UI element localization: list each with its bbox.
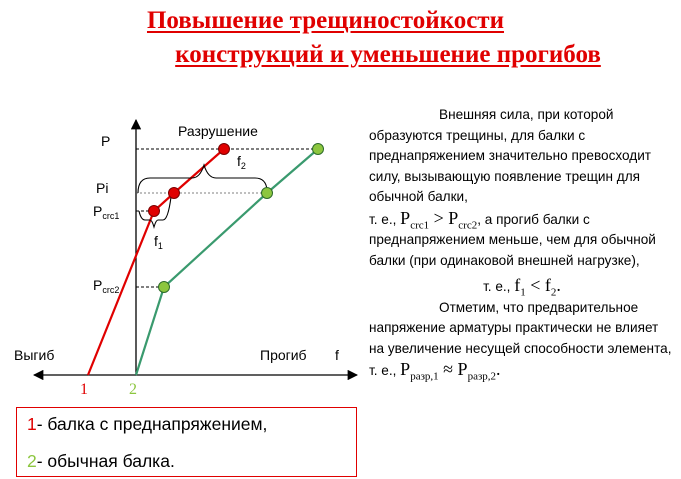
formula-pcrc: $P_{crc1} > P_{crc2}$ bbox=[400, 207, 478, 232]
legend-box bbox=[16, 407, 357, 477]
bend-label: Выгиб bbox=[14, 347, 55, 363]
formula-f: $f_1 < f_2$. bbox=[514, 275, 561, 299]
pcrc2-point bbox=[159, 282, 170, 293]
deflection-label: Прогиб bbox=[260, 347, 307, 363]
pi-label: Pi bbox=[96, 180, 109, 196]
axis-p-label: P bbox=[101, 133, 111, 149]
ordinary-beam-curve bbox=[136, 149, 318, 375]
formula-p-razr: $P_{разр,1} \approx P_{разр,2}$. bbox=[400, 359, 501, 383]
pi-point-ordinary bbox=[262, 188, 273, 199]
destruction-label: Разрушение bbox=[178, 123, 258, 139]
title-line-2: конструкций и уменьшение прогибов bbox=[175, 41, 601, 68]
description-paragraph-4: Отметим, что предварительное напряжение арматуры практически не влияет на увеличение несущей способности элемента, т. е., $P_{разр,1} \approx P_{разр,2}$. bbox=[369, 299, 672, 383]
legend-item-prestressed: 1- балка с преднапряжением, bbox=[27, 414, 268, 434]
f2-label: $f_2$ bbox=[237, 153, 246, 171]
description-paragraph-2: т. е., $P_{crc1} > P_{crc2}$, а прогиб балки с преднапряжением меньше, чем для обычной балки (при одинаковой внешней нагрузке), bbox=[369, 207, 656, 268]
pcrc1-label: $P_{crc1}$ bbox=[93, 203, 120, 221]
axis-f-label: f bbox=[335, 347, 339, 363]
pcrc1-point bbox=[149, 206, 160, 217]
title-line-1: Повышение трещиностойкости bbox=[146, 7, 504, 34]
pcrc2-label: $P_{crc2}$ bbox=[93, 277, 120, 295]
description-text bbox=[369, 105, 675, 382]
description-paragraph-3: т. е., $f_1 < f_2$. bbox=[483, 275, 561, 299]
pi-point-prestressed bbox=[169, 188, 180, 199]
legend-item-ordinary: 2- обычная балка. bbox=[27, 451, 175, 471]
marker-2-label: 2 bbox=[129, 381, 137, 398]
description-paragraph-1: Внешняя сила, при которой образуются трещины, для балки с преднапряжением значительно превосходит силу, вызывающую появление трещин для обычной балки, bbox=[369, 107, 652, 204]
f2-brace bbox=[138, 165, 267, 193]
marker-1-label: 1 bbox=[80, 381, 88, 398]
destruction-point-ordinary bbox=[313, 144, 324, 155]
destruction-point-prestressed bbox=[219, 144, 230, 155]
f1-label: $f_1$ bbox=[154, 233, 163, 251]
